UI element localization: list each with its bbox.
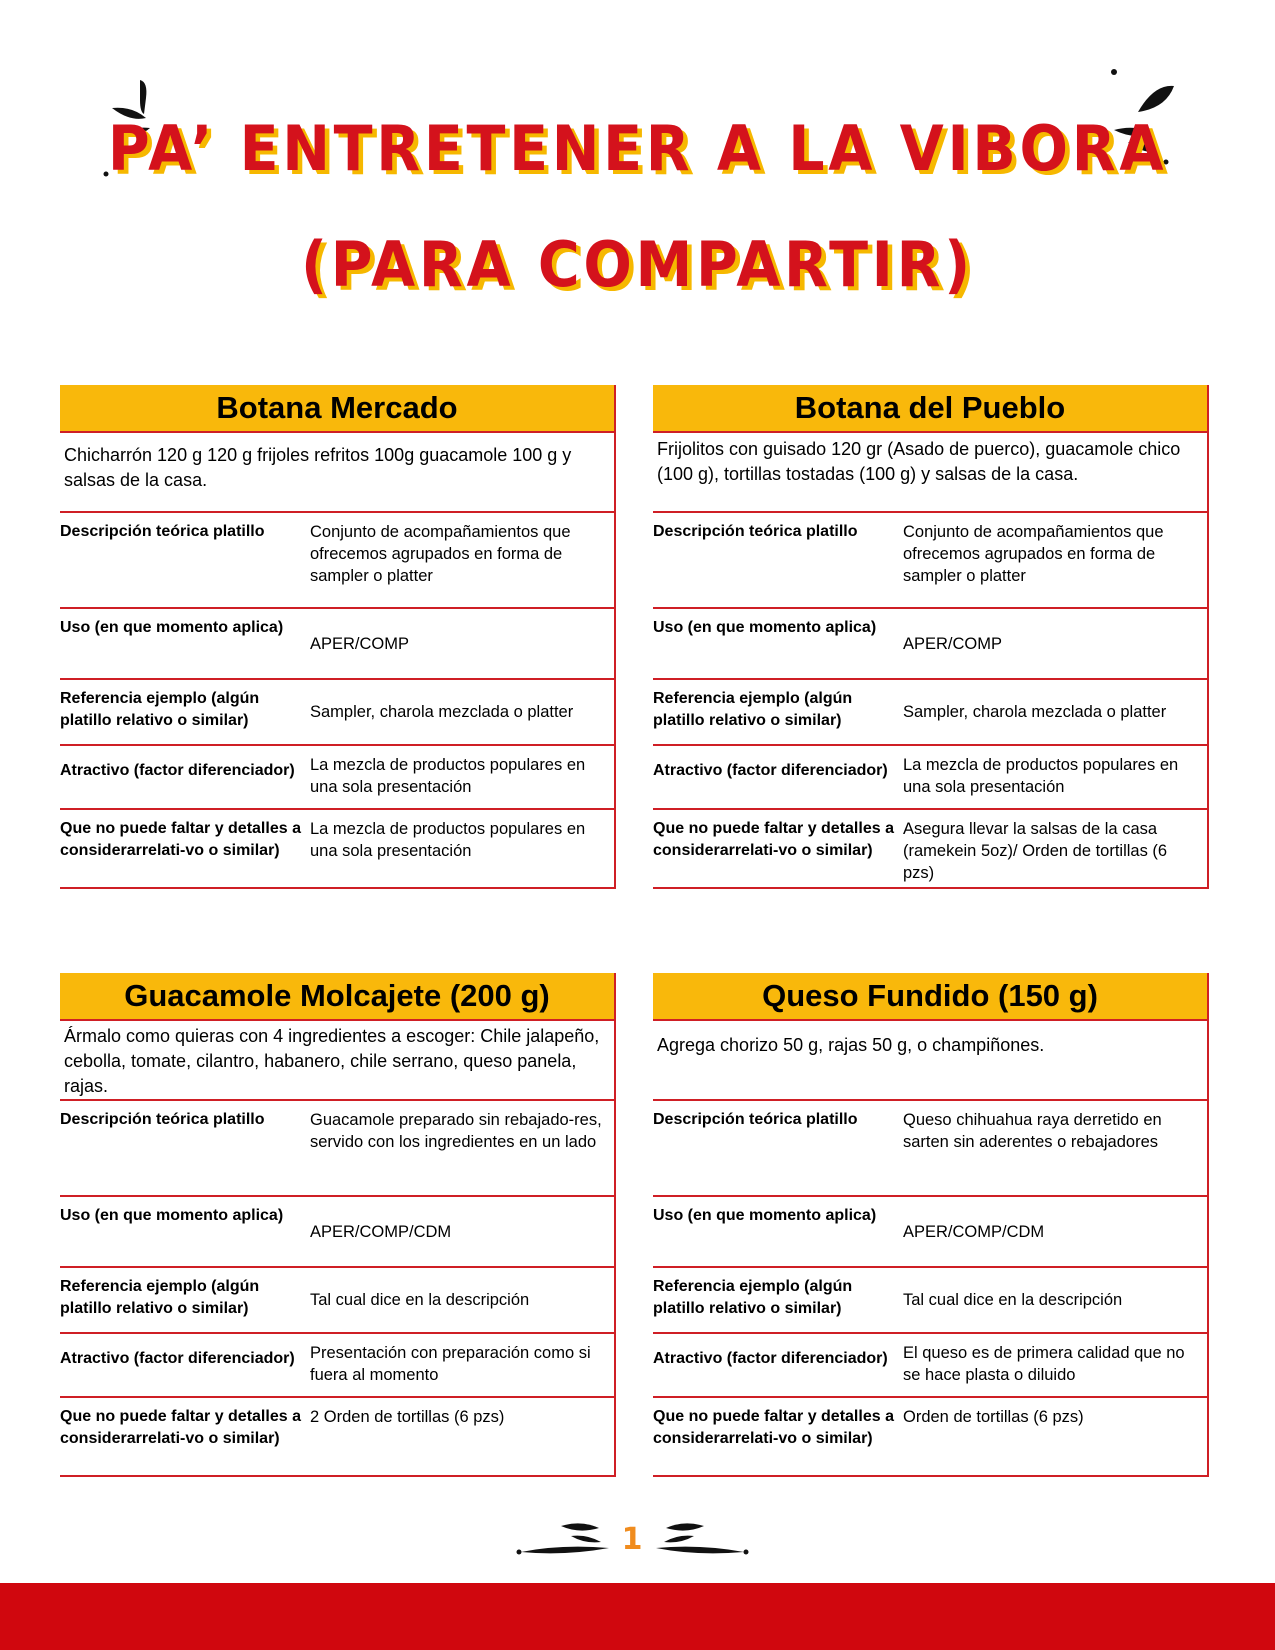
row-value: Conjunto de acompañamientos que ofrecemos agrupados en forma de sampler o platter (903, 523, 1164, 585)
page-number: 1 (621, 1522, 643, 1557)
row-label: Que no puede faltar y detalles a considerarrelati-vo o similar) (60, 1408, 301, 1447)
row-label: Referencia ejemplo (algún platillo relativo o similar) (653, 1278, 853, 1317)
row-label: Referencia ejemplo (algún platillo relativo o similar) (60, 1278, 260, 1317)
row-label: Uso (en que momento aplica) (653, 1207, 877, 1224)
row-value: 2 Orden de tortillas (6 pzs) (310, 1408, 505, 1426)
row-uso (60, 609, 616, 680)
row-label: Que no puede faltar y detalles a considerarrelati-vo o similar) (653, 1408, 894, 1447)
row-value: Presentación con preparación como si fuera al momento (310, 1344, 591, 1384)
row-value: Queso chihuahua raya derretido en sarten sin aderentes o rebajadores (903, 1111, 1162, 1151)
footer-bar (0, 1583, 1275, 1650)
row-value: La mezcla de productos populares en una sola presentación (903, 756, 1179, 796)
row-value: Asegura llevar la salsas de la casa (ramekein 5oz)/ Orden de tortillas (6 pzs) (903, 820, 1168, 882)
brush-decoration-right (650, 1512, 750, 1558)
row-label: Descripción teórica platillo (60, 1111, 265, 1128)
row-value: La mezcla de productos populares en una sola presentación (310, 756, 586, 796)
row-referencia (60, 680, 616, 746)
row-label: Descripción teórica platillo (653, 1111, 858, 1128)
brush-decoration-left (515, 1512, 615, 1558)
row-value: APER/COMP (310, 634, 410, 653)
row-label: Que no puede faltar y detalles a considerarrelati-vo o similar) (60, 820, 301, 859)
row-label: Atractivo (factor diferenciador) (653, 762, 888, 779)
row-value: Tal cual dice en la descripción (310, 1291, 530, 1309)
row-label: Uso (en que momento aplica) (653, 619, 877, 636)
row-descripcion (60, 513, 616, 609)
row-faltar (60, 810, 616, 889)
row-faltar (653, 810, 1209, 889)
card-title: Botana Mercado (60, 385, 616, 433)
row-atractivo (60, 1334, 616, 1398)
menu-card-queso-fundido (653, 973, 1209, 1477)
row-label: Uso (en que momento aplica) (60, 619, 284, 636)
menu-card-guacamole-molcajete (60, 973, 616, 1477)
row-value: APER/COMP/CDM (310, 1222, 452, 1241)
card-description: Ármalo como quieras con 4 ingredientes a escoger: Chile jalapeño, cebolla, tomate, cilantro, habanero, chile serrano, queso panela, rajas. (60, 1021, 616, 1101)
card-description: Chicharrón 120 g 120 g frijoles refritos 100g guacamole 100 g y salsas de la casa. (60, 433, 616, 513)
card-title: Guacamole Molcajete (200 g) (60, 973, 616, 1021)
row-value: Orden de tortillas (6 pzs) (903, 1408, 1084, 1426)
row-uso (653, 609, 1209, 680)
row-label: Descripción teórica platillo (60, 523, 265, 540)
menu-card-botana-del-pueblo (653, 385, 1209, 889)
row-descripcion (653, 513, 1209, 609)
row-label: Referencia ejemplo (algún platillo relativo o similar) (60, 690, 260, 729)
card-description: Agrega chorizo 50 g, rajas 50 g, o champiñones. (653, 1021, 1209, 1101)
page-title-line-1: PA’ ENTRETENER A LA VIBORA (107, 112, 1168, 185)
row-value: Sampler, charola mezclada o platter (903, 703, 1167, 721)
row-descripcion (60, 1101, 616, 1197)
card-title: Botana del Pueblo (653, 385, 1209, 433)
row-referencia (60, 1268, 616, 1334)
card-description: Frijolitos con guisado 120 gr (Asado de puerco), guacamole chico (100 g), tortillas tostadas (100 g) y salsas de la casa. (653, 433, 1209, 513)
row-value: Sampler, charola mezclada o platter (310, 703, 574, 721)
row-label: Descripción teórica platillo (653, 523, 858, 540)
card-title: Queso Fundido (150 g) (653, 973, 1209, 1021)
row-descripcion (653, 1101, 1209, 1197)
row-atractivo (60, 746, 616, 810)
page-title-line-2: (PARA COMPARTIR) (301, 228, 974, 301)
menu-card-botana-mercado (60, 385, 616, 889)
row-referencia (653, 680, 1209, 746)
row-value: La mezcla de productos populares en una sola presentación (310, 820, 586, 860)
row-label: Atractivo (factor diferenciador) (60, 762, 295, 779)
row-uso (653, 1197, 1209, 1268)
row-value: Tal cual dice en la descripción (903, 1291, 1123, 1309)
row-referencia (653, 1268, 1209, 1334)
row-atractivo (653, 1334, 1209, 1398)
row-value: Guacamole preparado sin rebajado-res, servido con los ingredientes en un lado (310, 1111, 602, 1151)
row-atractivo (653, 746, 1209, 810)
row-value: APER/COMP (903, 634, 1003, 653)
row-faltar (653, 1398, 1209, 1477)
row-value: El queso es de primera calidad que no se hace plasta o diluido (903, 1344, 1185, 1384)
row-label: Que no puede faltar y detalles a considerarrelati-vo o similar) (653, 820, 894, 859)
row-label: Atractivo (factor diferenciador) (653, 1350, 888, 1367)
row-value: APER/COMP/CDM (903, 1222, 1045, 1241)
row-value: Conjunto de acompañamientos que ofrecemos agrupados en forma de sampler o platter (310, 523, 571, 585)
row-label: Uso (en que momento aplica) (60, 1207, 284, 1224)
row-uso (60, 1197, 616, 1268)
row-label: Referencia ejemplo (algún platillo relativo o similar) (653, 690, 853, 729)
row-faltar (60, 1398, 616, 1477)
row-label: Atractivo (factor diferenciador) (60, 1350, 295, 1367)
